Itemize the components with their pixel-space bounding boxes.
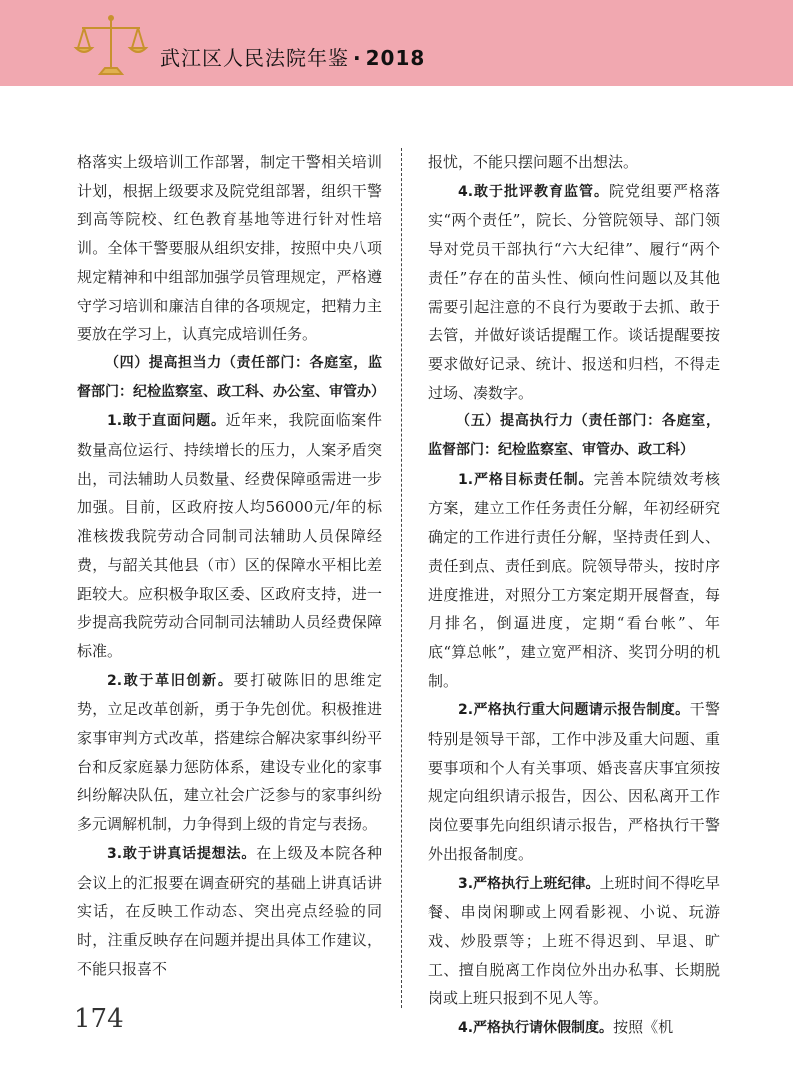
item-text: 干警特别是领导干部，工作中涉及重大问题、重要事项和个人有关事项、婚丧喜庆事宜须按规定向组织请示报告，因公、因私离开工作岗位要事先向组织请示报告，严格执行干警外出报备制度。: [428, 700, 720, 863]
paragraph-target-responsibility: [428, 465, 720, 696]
scales-of-justice-icon: [72, 12, 150, 78]
yearbook-name: 武江区人民法院年鉴: [160, 46, 349, 70]
paragraph-speak-truth: [77, 839, 382, 984]
item-title: 1.敢于直面问题。: [107, 413, 226, 430]
item-text: 要打破陈旧的思维定势，立足改革创新，勇于争先创优。积极推进家事审判方式改革，搭建综合解决家事纠纷平台和反家庭暴力惩防体系，建设专业化的家事纠纷解决队伍，建立社会广泛参与的家事纠纷多元调解机制，力争得到上级的肯定与表扬。: [77, 670, 382, 834]
page-number: 174: [74, 1004, 124, 1034]
item-title: 2.敢于革旧创新。: [107, 672, 234, 689]
section-heading-4: （四）提高担当力（责任部门：各庭室，监督部门：纪检监察室、政工科、办公室、审管办）: [77, 354, 385, 400]
item-text: 近年来，我院面临案件数量高位运行、持续增长的压力，人案矛盾突出，司法辅助人员数量、经费保障亟需进一步加强。目前，区政府按人均56000元/年的标准核拨我院劳动合同制司法辅助人员保障经费，与韶关其他县（市）区的保障水平相比差距较大。应积极争取区委、区政府支持，进一步提高我院劳动合同制司法辅助人员经费保障标准。: [77, 411, 382, 660]
paragraph-continuation: 格落实上级培训工作部署，制定干警相关培训计划，根据上级要求及院党组部署，组织干警到高等院校、红色教育基地等进行针对性培训。全体干警要服从组织安排，按照中央八项规定精神和中组部加强学员管理规定，严格遵守学习培训和廉洁自律的各项规定，把精力主要放在学习上，认真完成培训任务。: [77, 153, 382, 344]
item-text: 上班时间不得吃早餐、串岗闲聊或上网看影视、小说、玩游戏、炒股票等；上班不得迟到、早退、旷工、擅自脱离工作岗位外出办私事、长期脱岗或上班只报到不见人等。: [428, 873, 720, 1008]
right-column: [428, 148, 720, 1043]
item-text: 在上级及本院各种会议上的汇报要在调查研究的基础上讲真话讲实话，在反映工作动态、突出亮点经验的同时，注重反映存在问题并提出具体工作建议，不能只报喜不: [77, 843, 382, 978]
paragraph-continuation: 报忧，不能只摆问题不出想法。: [428, 153, 639, 171]
paragraph-supervision: [428, 177, 720, 408]
page-header: [0, 0, 793, 86]
item-title: 1.严格目标责任制。: [458, 471, 594, 488]
paragraph-work-discipline: [428, 869, 720, 1014]
yearbook-title: [160, 42, 425, 71]
paragraph-face-problems: [77, 406, 382, 665]
column-divider: [401, 148, 402, 1008]
item-text: 完善本院绩效考核方案，建立工作任务责任分解，年初经研究确定的工作进行责任分解，坚持责任到人、责任到点、责任到底。院领导带头，按时序进度推进，对照分工方案定期开展督查，每月排名，倒逼进度，定期“看台帐”、年底“算总帐”，建立宽严相济、奖罚分明的机制。: [428, 469, 720, 690]
yearbook-year: 2018: [365, 46, 426, 70]
item-title: 3.敢于讲真话提想法。: [107, 845, 257, 862]
item-text: 院党组要严格落实“两个责任”，院长、分管院领导、部门领导对党员干部执行“六大纪律”、履行“两个责任”存在的苗头性、倾向性问题以及其他需要引起注意的不良行为要敢于去抓、敢于去管，并做好谈话提醒工作。谈话提醒要按要求做好记录、统计、报送和归档，不得走过场、凑数字。: [428, 181, 720, 402]
item-title: 3.严格执行上班纪律。: [458, 875, 600, 892]
paragraph-report-system: [428, 695, 720, 868]
item-title: 4.严格执行请休假制度。: [458, 1020, 614, 1037]
paragraph-innovation: [77, 666, 382, 839]
item-title: 4.敢于批评教育监管。: [458, 183, 610, 200]
section-heading-5: （五）提高执行力（责任部门：各庭室，监督部门：纪检监察室、审管办、政工科）: [428, 413, 720, 459]
item-title: 2.严格执行重大问题请示报告制度。: [458, 702, 690, 719]
item-text: 按照《机: [613, 1018, 674, 1037]
title-dot: ·: [353, 46, 362, 70]
paragraph-leave-system: [428, 1013, 720, 1043]
left-column: [77, 148, 385, 983]
